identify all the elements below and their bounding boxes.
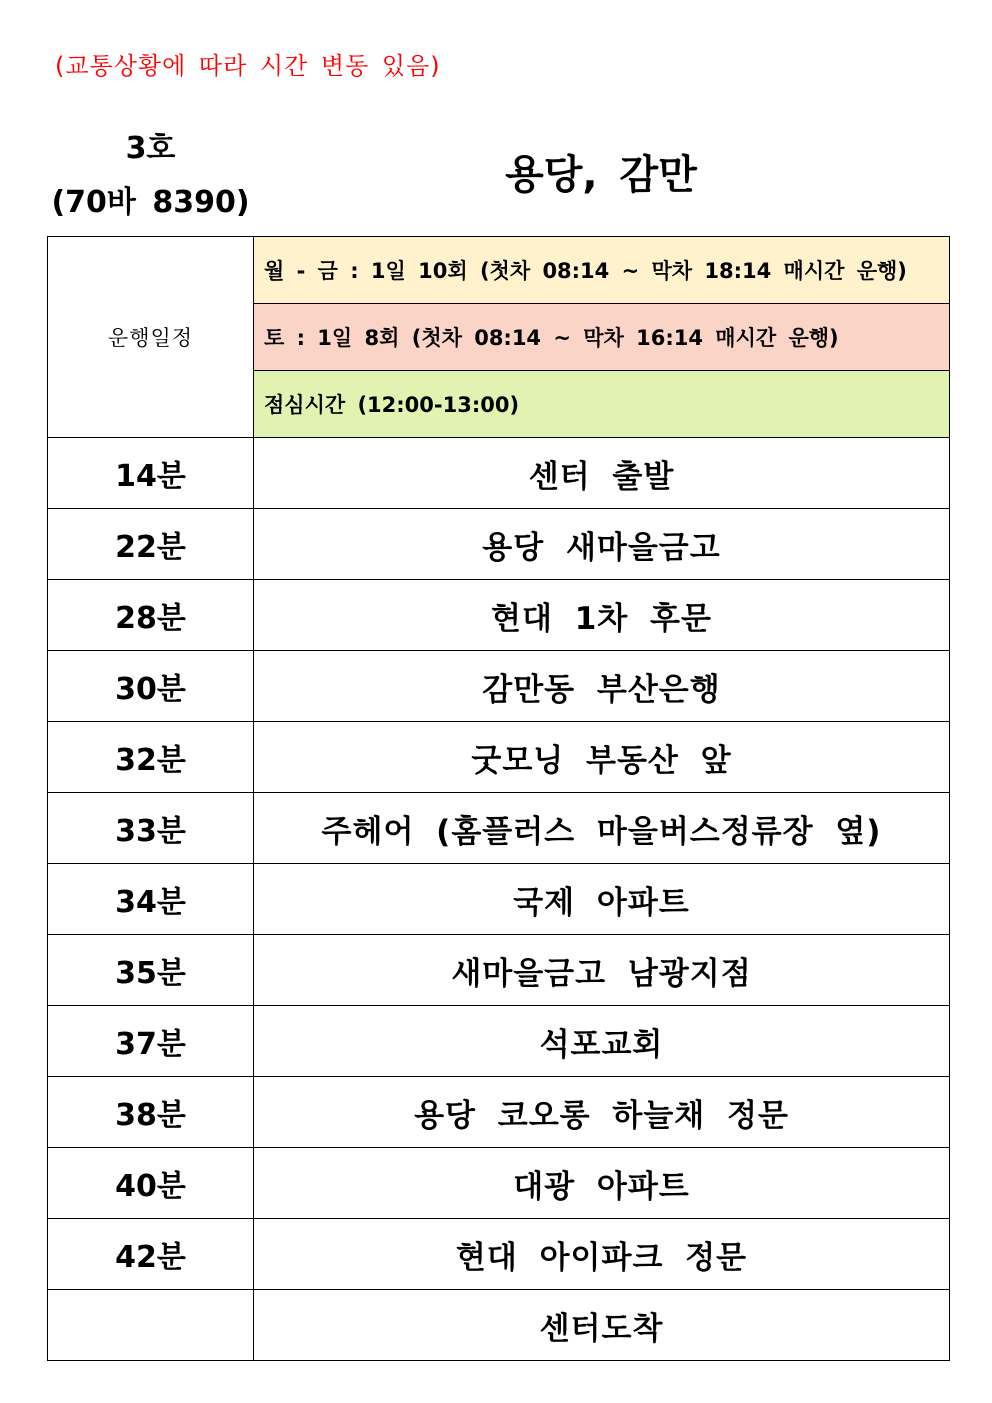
route-title: 용당, 감만 [505, 152, 697, 198]
stop-name: 현대 아이파크 정문 [254, 1219, 950, 1290]
schedule-table [47, 236, 950, 1361]
saturday-schedule: 토 : 1일 8회 (첫차 08:14 ~ 막차 16:14 매시간 운행) [254, 304, 950, 371]
stop-minute: 32분 [48, 722, 254, 793]
table-row [48, 1006, 950, 1077]
stop-minute: 40분 [48, 1148, 254, 1219]
table-row [48, 509, 950, 580]
table-row [48, 580, 950, 651]
stop-name: 용당 새마을금고 [254, 509, 950, 580]
table-row [48, 935, 950, 1006]
stop-name: 새마을금고 남광지점 [254, 935, 950, 1006]
table-row [48, 1077, 950, 1148]
stop-minute: 30분 [48, 651, 254, 722]
table-row [48, 1219, 950, 1290]
table-row [48, 1148, 950, 1219]
table-row [48, 438, 950, 509]
stop-minute: 33분 [48, 793, 254, 864]
stop-name: 석포교회 [254, 1006, 950, 1077]
table-row [48, 793, 950, 864]
stop-name: 국제 아파트 [254, 864, 950, 935]
stop-minute: 14분 [48, 438, 254, 509]
schedule-label: 운행일정 [48, 237, 254, 438]
weekday-schedule: 월 - 금 : 1일 10회 (첫차 08:14 ~ 막차 18:14 매시간 운행) [254, 237, 950, 304]
bus-plate: (70바 8390) [51, 185, 250, 220]
stop-minute [48, 1290, 254, 1361]
stop-minute: 22분 [48, 509, 254, 580]
stop-name: 용당 코오롱 하늘채 정문 [254, 1077, 950, 1148]
table-row [48, 864, 950, 935]
lunch-time: 점심시간 (12:00-13:00) [254, 371, 950, 438]
stop-name: 대광 아파트 [254, 1148, 950, 1219]
stop-minute: 37분 [48, 1006, 254, 1077]
schedule-info-row-weekday [48, 237, 950, 304]
bus-number: 3호 [125, 131, 176, 166]
stop-name: 감만동 부산은행 [254, 651, 950, 722]
stop-minute: 35분 [48, 935, 254, 1006]
stop-minute: 34분 [48, 864, 254, 935]
traffic-notice: (교통상황에 따라 시간 변동 있음) [55, 52, 441, 80]
stop-minute: 42분 [48, 1219, 254, 1290]
table-row [48, 651, 950, 722]
stop-name: 주헤어 (홈플러스 마을버스정류장 옆) [254, 793, 950, 864]
stop-name: 센터도착 [254, 1290, 950, 1361]
table-row [48, 1290, 950, 1361]
stop-name: 현대 1차 후문 [254, 580, 950, 651]
stop-minute: 38분 [48, 1077, 254, 1148]
table-row [48, 722, 950, 793]
stop-name: 센터 출발 [254, 438, 950, 509]
stop-name: 굿모닝 부동산 앞 [254, 722, 950, 793]
stop-minute: 28분 [48, 580, 254, 651]
